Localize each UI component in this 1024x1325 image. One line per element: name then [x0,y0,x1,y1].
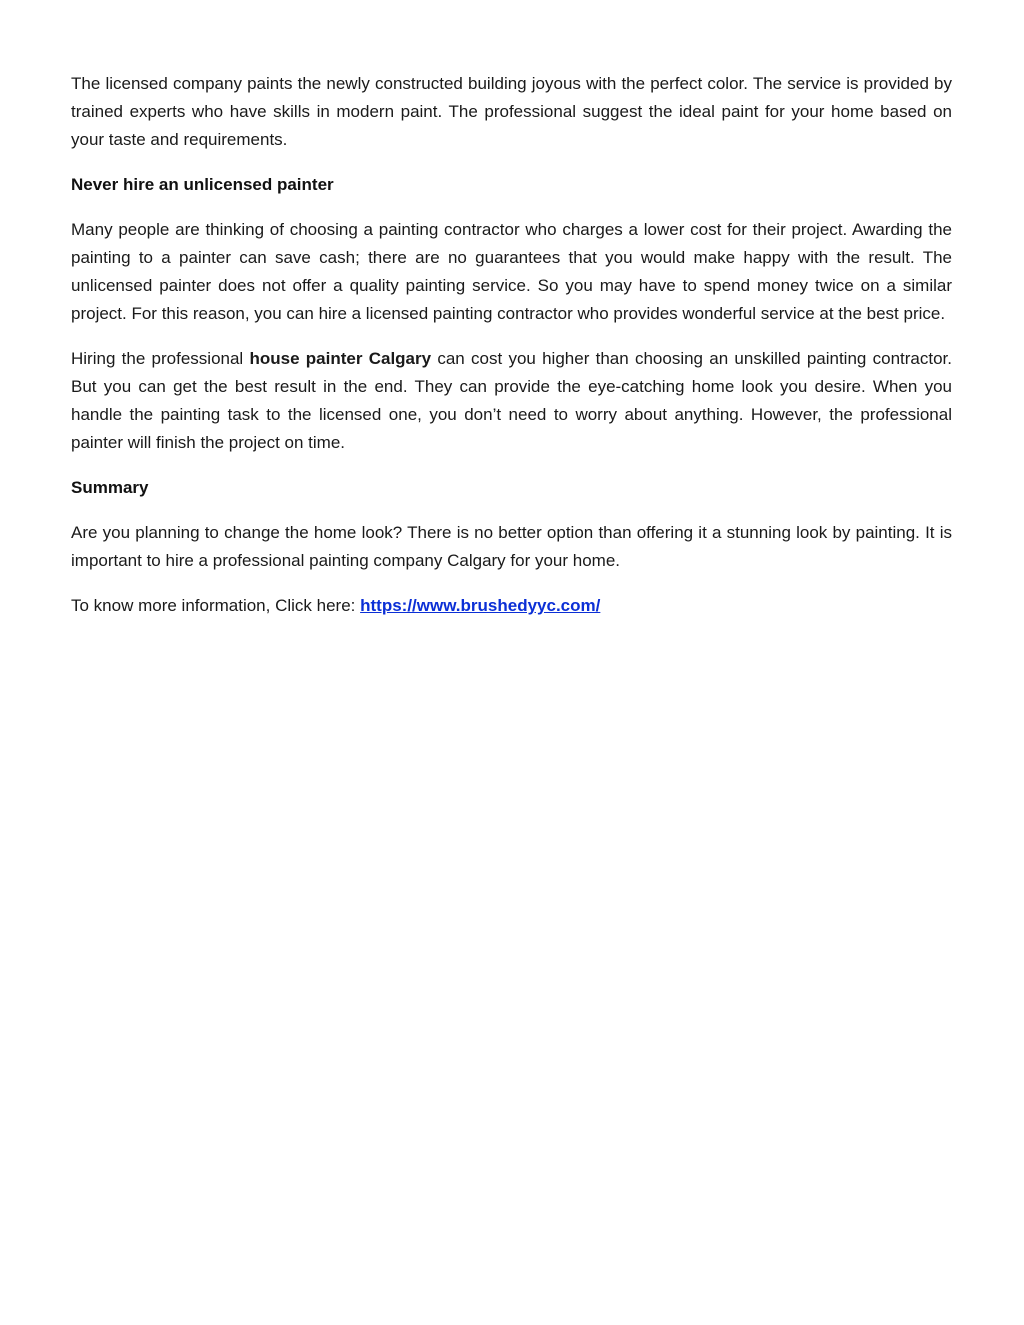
hiring-paragraph [71,345,952,457]
keyword-house-painter-calgary: house painter Calgary [249,349,432,368]
unlicensed-paragraph: Many people are thinking of choosing a painting contractor who charges a lower cost for their project. Awarding the painting to a painter can save cash; there are no guarantees that you would make happy with the result. The unlicensed painter does not offer a quality painting service. So you may have to spend money twice on a similar project. For this reason, you can hire a licensed painting contractor who provides wonderful service at the best price. [71,220,952,323]
hiring-text-before: Hiring the professional [71,349,250,368]
more-info-line [71,592,952,620]
document-body [71,70,952,637]
more-info-prefix: To know more information, Click here: [71,596,361,615]
website-link[interactable]: https://www.brushedyyc.com/ [360,596,601,615]
intro-paragraph: The licensed company paints the newly constructed building joyous with the perfect color. The service is provided by trained experts who have skills in modern paint. The professional suggest the ideal paint for your home based on your taste and requirements. [71,74,952,149]
summary-paragraph: Are you planning to change the home look? There is no better option than offering it a stunning look by painting. It is important to hire a professional painting company Calgary for your home. [71,523,952,570]
section-heading-unlicensed: Never hire an unlicensed painter [71,175,334,194]
section-heading-summary: Summary [71,478,149,497]
hiring-text-after: can cost you higher than choosing an unskilled painting contractor. But you can get the best result in the end. They can provide the eye-catching home look you desire. When you handle the painting task to the licensed one, you don’t need to worry about anything. However, the professional painter will finish the project on time. [71,349,952,452]
